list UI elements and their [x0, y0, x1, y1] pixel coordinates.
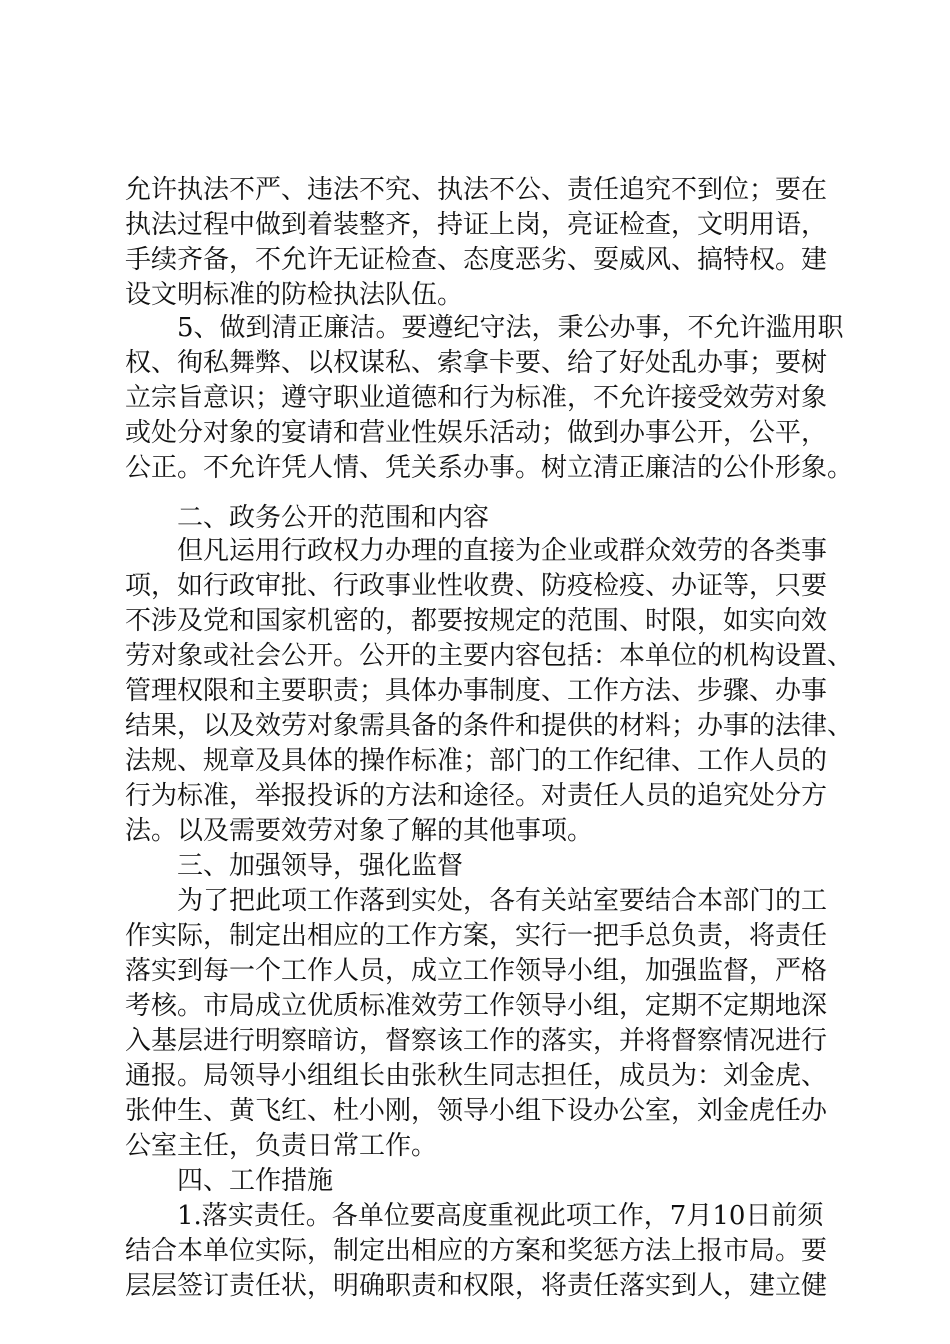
text-line: 法规、规章及具体的操作标准；部门的工作纪律、工作人员的 [125, 746, 828, 776]
text-line: 入基层进行明察暗访，督察该工作的落实，并将督察情况进行 [125, 1026, 828, 1056]
text-line: 手续齐备，不允许无证检查、态度恶劣、耍威风、搞特权。建 [125, 245, 828, 275]
text-line: 立宗旨意识；遵守职业道德和行为标准，不允许接受效劳对象 [125, 383, 828, 413]
text-line: 劳对象或社会公开。公开的主要内容包括：本单位的机构设置、 [125, 641, 854, 671]
text-line: 张仲生、黄飞红、杜小刚，领导小组下设办公室，刘金虎任办 [125, 1096, 828, 1126]
text-line: 考核。市局成立优质标准效劳工作领导小组，定期不定期地深 [125, 991, 828, 1021]
text-line: 执法过程中做到着装整齐，持证上岗，亮证检查，文明用语， [125, 210, 828, 240]
text-line: 层层签订责任状，明确职责和权限，将责任落实到人，建立健 [125, 1271, 828, 1301]
paragraph-first-line: 为了把此项工作落到实处，各有关站室要结合本部门的工 [177, 886, 828, 916]
text-line: 不涉及党和国家机密的，都要按规定的范围、时限，如实向效 [125, 606, 828, 636]
paragraph-first-line: 但凡运用行政权力办理的直接为企业或群众效劳的各类事 [177, 536, 828, 566]
text-line: 公正。不允许凭人情、凭关系办事。树立清正廉洁的公仆形象。 [125, 453, 854, 483]
text-line: 允许执法不严、违法不究、执法不公、责任追究不到位；要在 [125, 175, 828, 205]
text-line: 作实际，制定出相应的工作方案，实行一把手总负责，将责任 [125, 921, 828, 951]
section-heading: 四、工作措施 [177, 1166, 334, 1196]
text-line: 行为标准，举报投诉的方法和途径。对责任人员的追究处分方 [125, 781, 828, 811]
text-line: 项，如行政审批、行政事业性收费、防疫检疫、办证等，只要 [125, 571, 828, 601]
text-line: 公室主任，负责日常工作。 [125, 1131, 438, 1161]
text-line: 结合本单位实际，制定出相应的方案和奖惩方法上报市局。要 [125, 1236, 828, 1266]
text-line: 法。以及需要效劳对象了解的其他事项。 [125, 816, 594, 846]
text-line: 通报。局领导小组组长由张秋生同志担任，成员为：刘金虎、 [125, 1061, 828, 1091]
text-line: 落实到每一个工作人员，成立工作领导小组，加强监督，严格 [125, 956, 828, 986]
text-line: 或处分对象的宴请和营业性娱乐活动；做到办事公开，公平， [125, 418, 828, 448]
text-line: 管理权限和主要职责；具体办事制度、工作方法、步骤、办事 [125, 676, 828, 706]
text-line: 设文明标准的防检执法队伍。 [125, 280, 464, 310]
paragraph-first-line: 5、做到清正廉洁。要遵纪守法，秉公办事，不允许滥用职 [177, 313, 844, 343]
section-heading: 三、加强领导，强化监督 [177, 851, 464, 881]
text-line: 结果，以及效劳对象需具备的条件和提供的材料；办事的法律、 [125, 711, 854, 741]
paragraph-first-line: 1.落实责任。各单位要高度重视此项工作，7月10日前须 [177, 1201, 824, 1231]
section-heading: 二、政务公开的范围和内容 [177, 503, 490, 533]
text-line: 权、徇私舞弊、以权谋私、索拿卡要、给了好处乱办事；要树 [125, 348, 828, 378]
